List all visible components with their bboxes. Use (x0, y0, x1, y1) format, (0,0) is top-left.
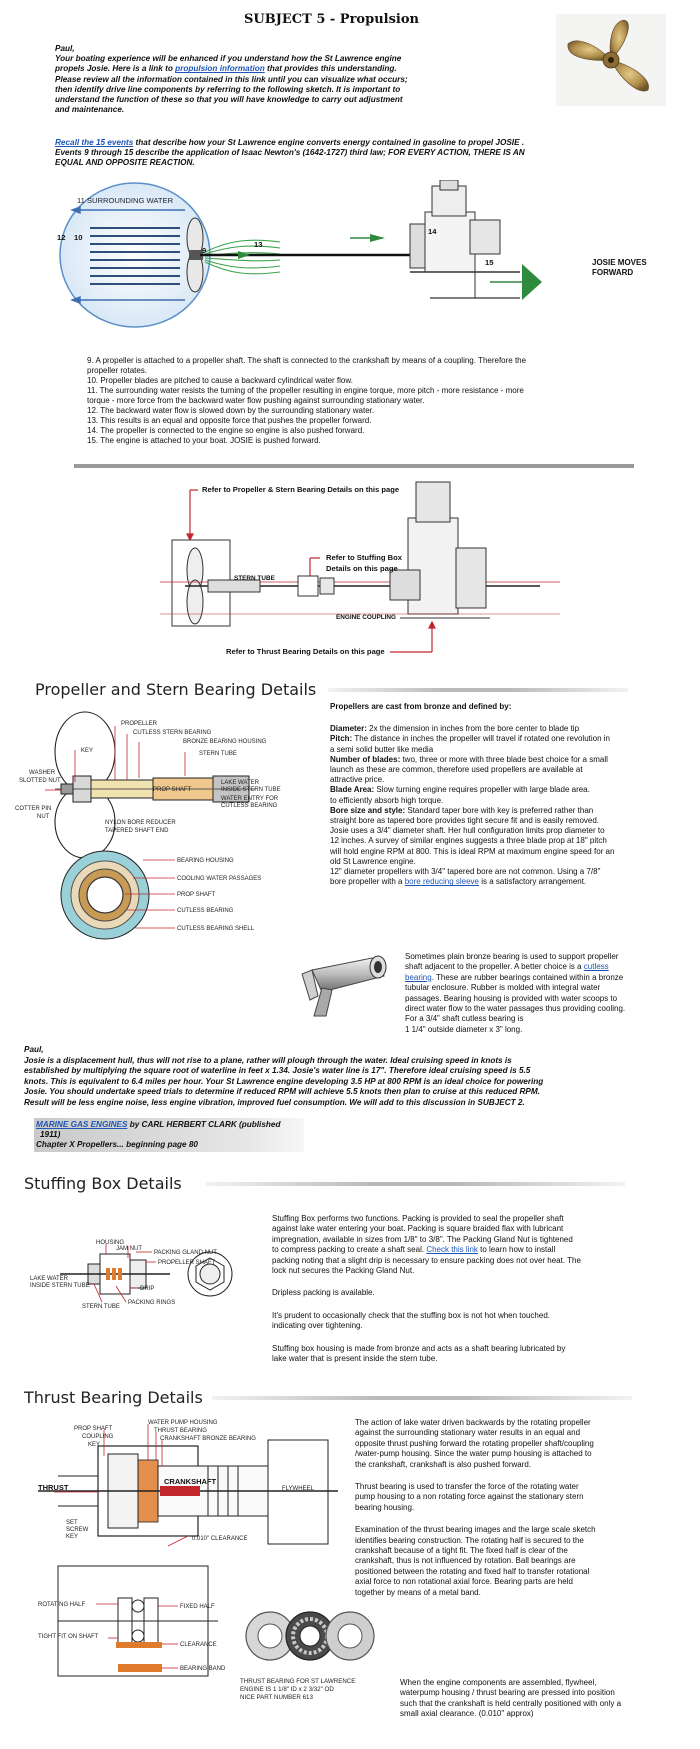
svg-text:SET: SET (66, 1520, 78, 1526)
step-line: 11. The surrounding water resists the turning of the propeller resulting in engine torque, more pitch - more resistance - more (87, 386, 524, 395)
section-divider (74, 464, 634, 468)
thrust-bearing-text: The action of lake water driven backwards by the rotating propeller against the surrounding stationary water results in an equal and opposite thrust pushing forward the rotating propeller shaft/coupling /water-pump housing. Since the water pump housing is attached to the crankshaft, crankshaft is also pushed forward. Thrust bearing is used to transfer the force of the rotating water pump housing to a non rotating force against the stationary stern bearing housing. Examination of the thrust bearing images and the large scale sketch identifies bearing construction. The rotating half is secured to the crankshaft because of a tight fit. The fixed half is clear of the crankshaft, thus is not influenced by rotation. Ball bearings are positioned between the rotating and fixed half to transfer rotational axial force to non rotational axial force. Bearing parts are held together by means of a metal band. (355, 1418, 596, 1597)
propeller-photo (556, 14, 666, 106)
cutless-bearing-link-2[interactable]: bearing (405, 972, 432, 982)
svg-text:STERN TUBE: STERN TUBE (199, 751, 237, 757)
step-line: 12. The backward water flow is slowed down by the surrounding stationary water. (87, 406, 375, 415)
recall-events-link[interactable]: Recall the 15 events (55, 138, 134, 147)
svg-text:CUTLESS BEARING SHELL: CUTLESS BEARING SHELL (177, 926, 255, 932)
svg-text:PROP SHAFT: PROP SHAFT (74, 1426, 113, 1432)
step-line: 15. The engine is attached to your boat. JOSIE is pushed forward. (87, 436, 321, 445)
label-13: 13 (254, 240, 263, 249)
hull-speed-note: Paul, Josie is a displacement hull, thus will not rise to a plane, rather will plough through the water. Ideal cruising speed in knots is established by multiplying the square root of waterline in feet x 1.34. Josie's water line is 17". Therefore ideal cruising speed is 5.5 knots. This is equivalent to 6.4 miles per hour. Your St Lawrence engine developing 3.5 HP at 800 RPM is an ideal choice for powering Josie. You should undertake speed trials to determine if reduced RPM will achieve 5.5 knots then plan to cruise at this reduced RPM. Result will be less engine noise, less engine vibration, improved fuel consumption. We will add to this discussion in SUBJECT 2. (24, 1045, 544, 1107)
svg-text:CRANKSHAFT: CRANKSHAFT (164, 1477, 217, 1486)
engine-coupling-label: ENGINE COUPLING (336, 614, 397, 621)
josie-moves-forward-label: JOSIE MOVES FORWARD (592, 258, 647, 277)
svg-text:PROP SHAFT: PROP SHAFT (153, 787, 192, 793)
svg-text:CLEARANCE: CLEARANCE (180, 1642, 217, 1648)
svg-text:ROTATING HALF: ROTATING HALF (38, 1602, 86, 1608)
svg-text:CRANKSHAFT BRONZE BEARING: CRANKSHAFT BRONZE BEARING (160, 1436, 256, 1442)
stuffing-box-diagram (30, 1238, 260, 1328)
thrust-bearing-caption: THRUST BEARING FOR ST LAWRENCE ENGINE IS 1 1/8" ID x 2 3/32" OD NICE PART NUMBER 613 (240, 1678, 356, 1701)
svg-text:WASHER: WASHER (29, 770, 56, 776)
svg-text:HOUSING: HOUSING (96, 1240, 125, 1246)
svg-text:CUTLESS BEARING: CUTLESS BEARING (177, 908, 234, 914)
svg-text:PROPELLER: PROPELLER (121, 721, 158, 727)
svg-text:NUT: NUT (37, 814, 50, 820)
svg-text:TAPERED SHAFT END: TAPERED SHAFT END (105, 828, 169, 834)
propeller-detail-diagram (15, 710, 330, 970)
svg-text:FIXED HALF: FIXED HALF (180, 1604, 215, 1610)
svg-text:THRUST BEARING: THRUST BEARING (154, 1428, 207, 1434)
bore-reducing-sleeve-link[interactable]: bore reducing sleeve (404, 877, 479, 887)
events-paragraph: Recall the 15 events that describe how your St Lawrence engine converts energy contained in gasoline to propel JOSIE . Events 9 through 15 describe the application of Isaac Newton's (1642-1727) third law; FOR EVERY ACTION, THERE IS AN EQUAL AND OPPOSITE REACTION. (55, 138, 525, 168)
svg-text:THRUST: THRUST (38, 1483, 69, 1492)
step-line: propeller rotates. (87, 366, 148, 375)
header-rule (212, 1396, 632, 1400)
surrounding-water-label: 11 SURROUNDING WATER (77, 196, 174, 205)
svg-text:KEY: KEY (81, 748, 94, 754)
check-this-link[interactable]: Check this link (426, 1245, 478, 1255)
steps-list (87, 356, 647, 446)
step-line: 14. The propeller is connected to the engine so engine is also pushed forward. (87, 426, 365, 435)
cutless-bearing-photo (292, 940, 398, 1022)
propulsion-information-link[interactable]: propulsion information (175, 64, 265, 74)
svg-text:NYLON BORE REDUCER: NYLON BORE REDUCER (105, 820, 176, 826)
svg-text:COTTER PIN: COTTER PIN (15, 806, 52, 812)
svg-text:BEARING HOUSING: BEARING HOUSING (177, 858, 234, 864)
label-10: 10 (74, 233, 83, 242)
svg-text:JAM NUT: JAM NUT (116, 1246, 142, 1252)
step-line: 9. A propeller is attached to a propeller shaft. The shaft is connected to the crankshaft by means of a coupling. Therefore the (87, 356, 527, 365)
svg-text:TIGHT FIT ON SHAFT: TIGHT FIT ON SHAFT (38, 1634, 99, 1640)
svg-text:COUPLING: COUPLING (82, 1434, 114, 1440)
step-line: 13. This results is an equal and opposite force that pushes the propeller forward. (87, 416, 372, 425)
stuffing-box-labels (30, 1238, 260, 1328)
step-line: 10. Propeller blades are pitched to cause a backward cylindrical water flow. (87, 376, 353, 385)
svg-text:BEARING BAND: BEARING BAND (180, 1666, 226, 1672)
header-rule (328, 688, 628, 692)
svg-text:PACKING GLAND NUT: PACKING GLAND NUT (154, 1250, 217, 1256)
marine-gas-engines-link[interactable]: MARINE GAS ENGINES (36, 1120, 128, 1129)
stuffing-box-header: Stuffing Box Details (24, 1174, 182, 1193)
cutless-bearing-link[interactable]: cutless (583, 962, 609, 972)
svg-text:LAKE WATER: LAKE WATER (30, 1276, 69, 1282)
thrust-bearing-photo (244, 1600, 376, 1674)
intro-salutation: Paul, (55, 44, 75, 53)
propeller-diagram-labels (15, 710, 330, 970)
label-9: 9 (202, 246, 207, 255)
propeller-definitions: Propellers are cast from bronze and defined by: Diameter: 2x the dimension in inches from the bore center to blade tip Pitch: The distance in inches the propeller will travel if rotated one revolution in a semi solid butter like media Number of blades: two, three or more with three blade best choice for a small launch as these are common, therefore used propellers are available at attractive price. Blade Area: Slow turning engine requires propeller with large blade area. to efficiently absorb high torque. Bore size and style: Standard taper bore with key is preferred rather than straight bore as tapered bore provides tight secure fit and is easily removed. Josie uses a 3/4" diameter shaft. Her hull configuration limits prop diameter to 12 inches. A survey of similar engines suggests a three blade prop at 18" pitch will hold engine RPM at 800. This is ideal RPM at maximum engine speed for an old St Lawrence engine. 12" diameter propellers with 3/4" tapered bore are not common. Using a 7/8" bore propeller with a bore reducing sleeve is a satisfactory arrangement. (330, 702, 680, 887)
stuffing-box-text: Stuffing Box performs two functions. Packing is provided to seal the propeller shaft against lake water entering your boat. Packing is square braided flax with lubricant impregnation, available in sizes from 1/8" to 3/8". The Packing Gland Nut is tightened to compress packing to create a shaft seal. Check this link to learn how to install packing noting that a slight drip is necessary to ensure packing does not over heat. The lock nut secures the Packing Gland Nut. Dripless packing is available. It's prudent to occasionally check that the stuffing box is not hot when touched. indicating over tightening. Stuffing box housing is made from bronze and acts as a shaft bearing lubricated by lake water that is present inside the stern tube. (272, 1214, 581, 1364)
svg-text:WATER ENTRY FOR: WATER ENTRY FOR (221, 796, 279, 802)
svg-text:COOLING WATER PASSAGES: COOLING WATER PASSAGES (177, 876, 262, 882)
ref-propeller-label: Refer to Propeller & Stern Bearing Details on this page (202, 485, 400, 494)
book-reference: MARINE GAS ENGINES by CARL HERBERT CLARK (published 1911) Chapter X Propellers... beginning page 80 (36, 1120, 281, 1150)
ref-stuffing-label: Refer to Stuffing Box Details on this page (326, 553, 402, 573)
svg-text:FLYWHEEL: FLYWHEEL (282, 1486, 314, 1492)
svg-text:KEY: KEY (88, 1442, 101, 1448)
propeller-section-header: Propeller and Stern Bearing Details (35, 680, 317, 699)
svg-text:0.010" CLEARANCE: 0.010" CLEARANCE (192, 1536, 248, 1542)
cutless-bearing-text: Sometimes plain bronze bearing is used to support propeller shaft adjacent to the propeller. A better choice is a cutless bearing. These are rubber bearings contained within a bronze tubular enclosure. Rubber is molded with integral water passages. Bearing housing is provided with water scoops to direct water flow to the water passages thus providing cooling. For a 3/4" shaft cutless bearing is 1 1/4" outside diameter x 3" long. (405, 952, 626, 1034)
intro-paragraph: Paul, Your boating experience will be enhanced if you understand how the St Lawrence engine propels Josie. Here is a link to propulsion information that provides this understanding. Please review all the information contained in this link until you can visualize what occurs; then identify drive line components by referring to the following sketch. It is important to understand the function of these so that you will have knowledge to carry out adjustment and maintenance. (55, 44, 555, 115)
svg-text:CUTLESS STERN BEARING: CUTLESS STERN BEARING (133, 730, 212, 736)
header-rule (205, 1182, 625, 1186)
svg-text:KEY: KEY (66, 1534, 79, 1540)
page-title: SUBJECT 5 - Propulsion (244, 12, 419, 27)
svg-text:INSIDE STERN TUBE: INSIDE STERN TUBE (221, 787, 281, 793)
propeller-intro: Propellers are cast from bronze and defined by: (330, 702, 512, 711)
step-line: torque - more force from the backward water flow pushing against surrounding stationary water. (87, 396, 425, 405)
svg-text:SLOTTED NUT: SLOTTED NUT (19, 778, 61, 784)
svg-text:PACKING RINGS: PACKING RINGS (128, 1300, 176, 1306)
thrust-bearing-header: Thrust Bearing Details (24, 1388, 203, 1407)
svg-text:PROPELLER SHAFT: PROPELLER SHAFT (158, 1260, 216, 1266)
svg-text:DRIP: DRIP (140, 1286, 155, 1292)
propulsion-diagram (50, 180, 650, 340)
svg-text:INSIDE STERN TUBE: INSIDE STERN TUBE (30, 1283, 90, 1289)
svg-text:CUTLESS BEARING: CUTLESS BEARING (221, 803, 278, 809)
svg-text:BRONZE BEARING HOUSING: BRONZE BEARING HOUSING (183, 739, 267, 745)
label-12: 12 (57, 233, 66, 242)
label-14: 14 (428, 227, 437, 236)
label-15: 15 (485, 258, 494, 267)
svg-text:LAKE WATER: LAKE WATER (221, 780, 260, 786)
assembly-text: When the engine components are assembled, flywheel, waterpump housing / thrust bearing are pressed into position such that the crankshaft is held centrally positioned with only a small axial clearance. (0.010" approx) (400, 1678, 622, 1719)
svg-text:WATER PUMP HOUSING: WATER PUMP HOUSING (148, 1420, 218, 1426)
ref-thrust-label: Refer to Thrust Bearing Details on this page (226, 647, 385, 656)
svg-text:SCREW: SCREW (66, 1527, 89, 1533)
drive-line-diagram (160, 478, 560, 658)
stern-tube-label: STERN TUBE (234, 575, 275, 582)
svg-text:PROP SHAFT: PROP SHAFT (177, 892, 216, 898)
svg-text:STERN TUBE: STERN TUBE (82, 1304, 120, 1310)
